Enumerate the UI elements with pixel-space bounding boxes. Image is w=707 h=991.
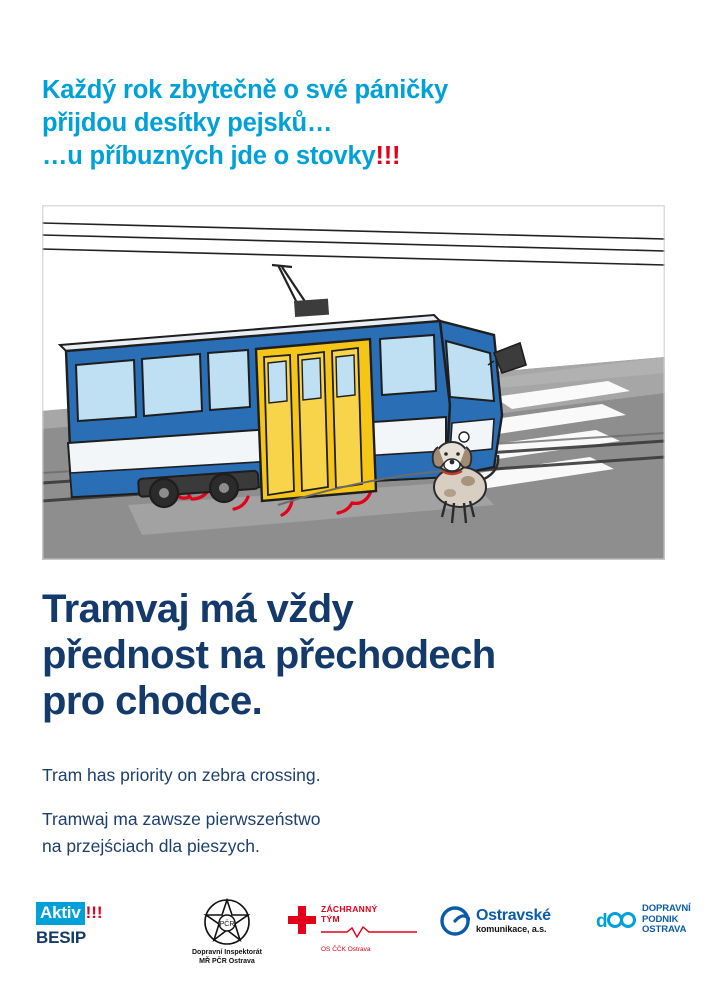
slogan-line-1: Tramvaj má vždy [42,587,354,631]
translation-polish [42,806,662,860]
illustration-tram-crossing [42,205,665,560]
headline [42,74,667,173]
dpo-line-3: OSTRAVA [642,924,687,935]
dpo-row [596,904,707,936]
headline-line-3 [42,140,667,173]
svg-text:PČR: PČR [219,921,235,928]
headline-line-3-text: …u příbuzných jde o stovky [42,142,376,170]
translation-english: Tram has priority on zebra crossing. [42,765,321,785]
rescue-row [288,904,428,955]
besip-exclamation: !!! [85,903,103,922]
besip-aktiv-label: Aktiv [36,902,85,925]
red-cross-icon [288,906,316,934]
logo-rescue-team [288,904,428,955]
ecg-icon [321,925,417,943]
police-caption [172,948,282,966]
okom-line-2: komunikace, a.s. [476,924,547,934]
slogan-line-2: přednost na přechodech [42,633,496,677]
police-star-icon [203,898,251,946]
okom-text [476,907,551,935]
rescue-line-1: ZÁCHRANNÝ [321,904,378,914]
police-caption-line-2: MŘ PČR Ostrava [199,958,255,965]
okom-row [440,906,590,936]
rescue-text [321,904,417,955]
logo-dpo [596,904,707,936]
dpo-text [642,904,691,936]
headline-exclamation: !!! [375,142,401,170]
dpo-mark-icon [596,907,636,933]
police-caption-line-1: Dopravní Inspektorát [191,949,262,956]
rescue-line-3: OS ČČK Ostrava [321,946,371,953]
slogan-line-3: pro chodce. [42,679,263,723]
rescue-line-2: TÝM [321,914,340,924]
besip-label: BESIP [36,928,87,947]
dpo-line-1: DOPRAVNÍ [642,903,691,914]
main-slogan [42,586,682,724]
logo-police [172,898,282,966]
dpo-line-2: PODNIK [642,913,679,925]
headline-line-2: přijdou desítky pejsků… [42,109,333,137]
svg-text:d: d [596,910,608,932]
logo-row [36,898,691,965]
logo-ostravske-komunikace [440,906,590,936]
okom-line-1: Ostravské [476,907,551,924]
swirl-o-icon [440,906,470,936]
besip-aktiv-row [36,902,132,925]
translations [42,762,662,860]
translation-polish-line-2: na przejściach dla pieszych. [42,836,260,856]
headline-line-1: Každý rok zbytečně o své páničky [42,76,449,104]
translation-polish-line-1: Tramwaj ma zawsze pierwszeństwo [42,809,321,829]
logo-besip [36,902,132,948]
